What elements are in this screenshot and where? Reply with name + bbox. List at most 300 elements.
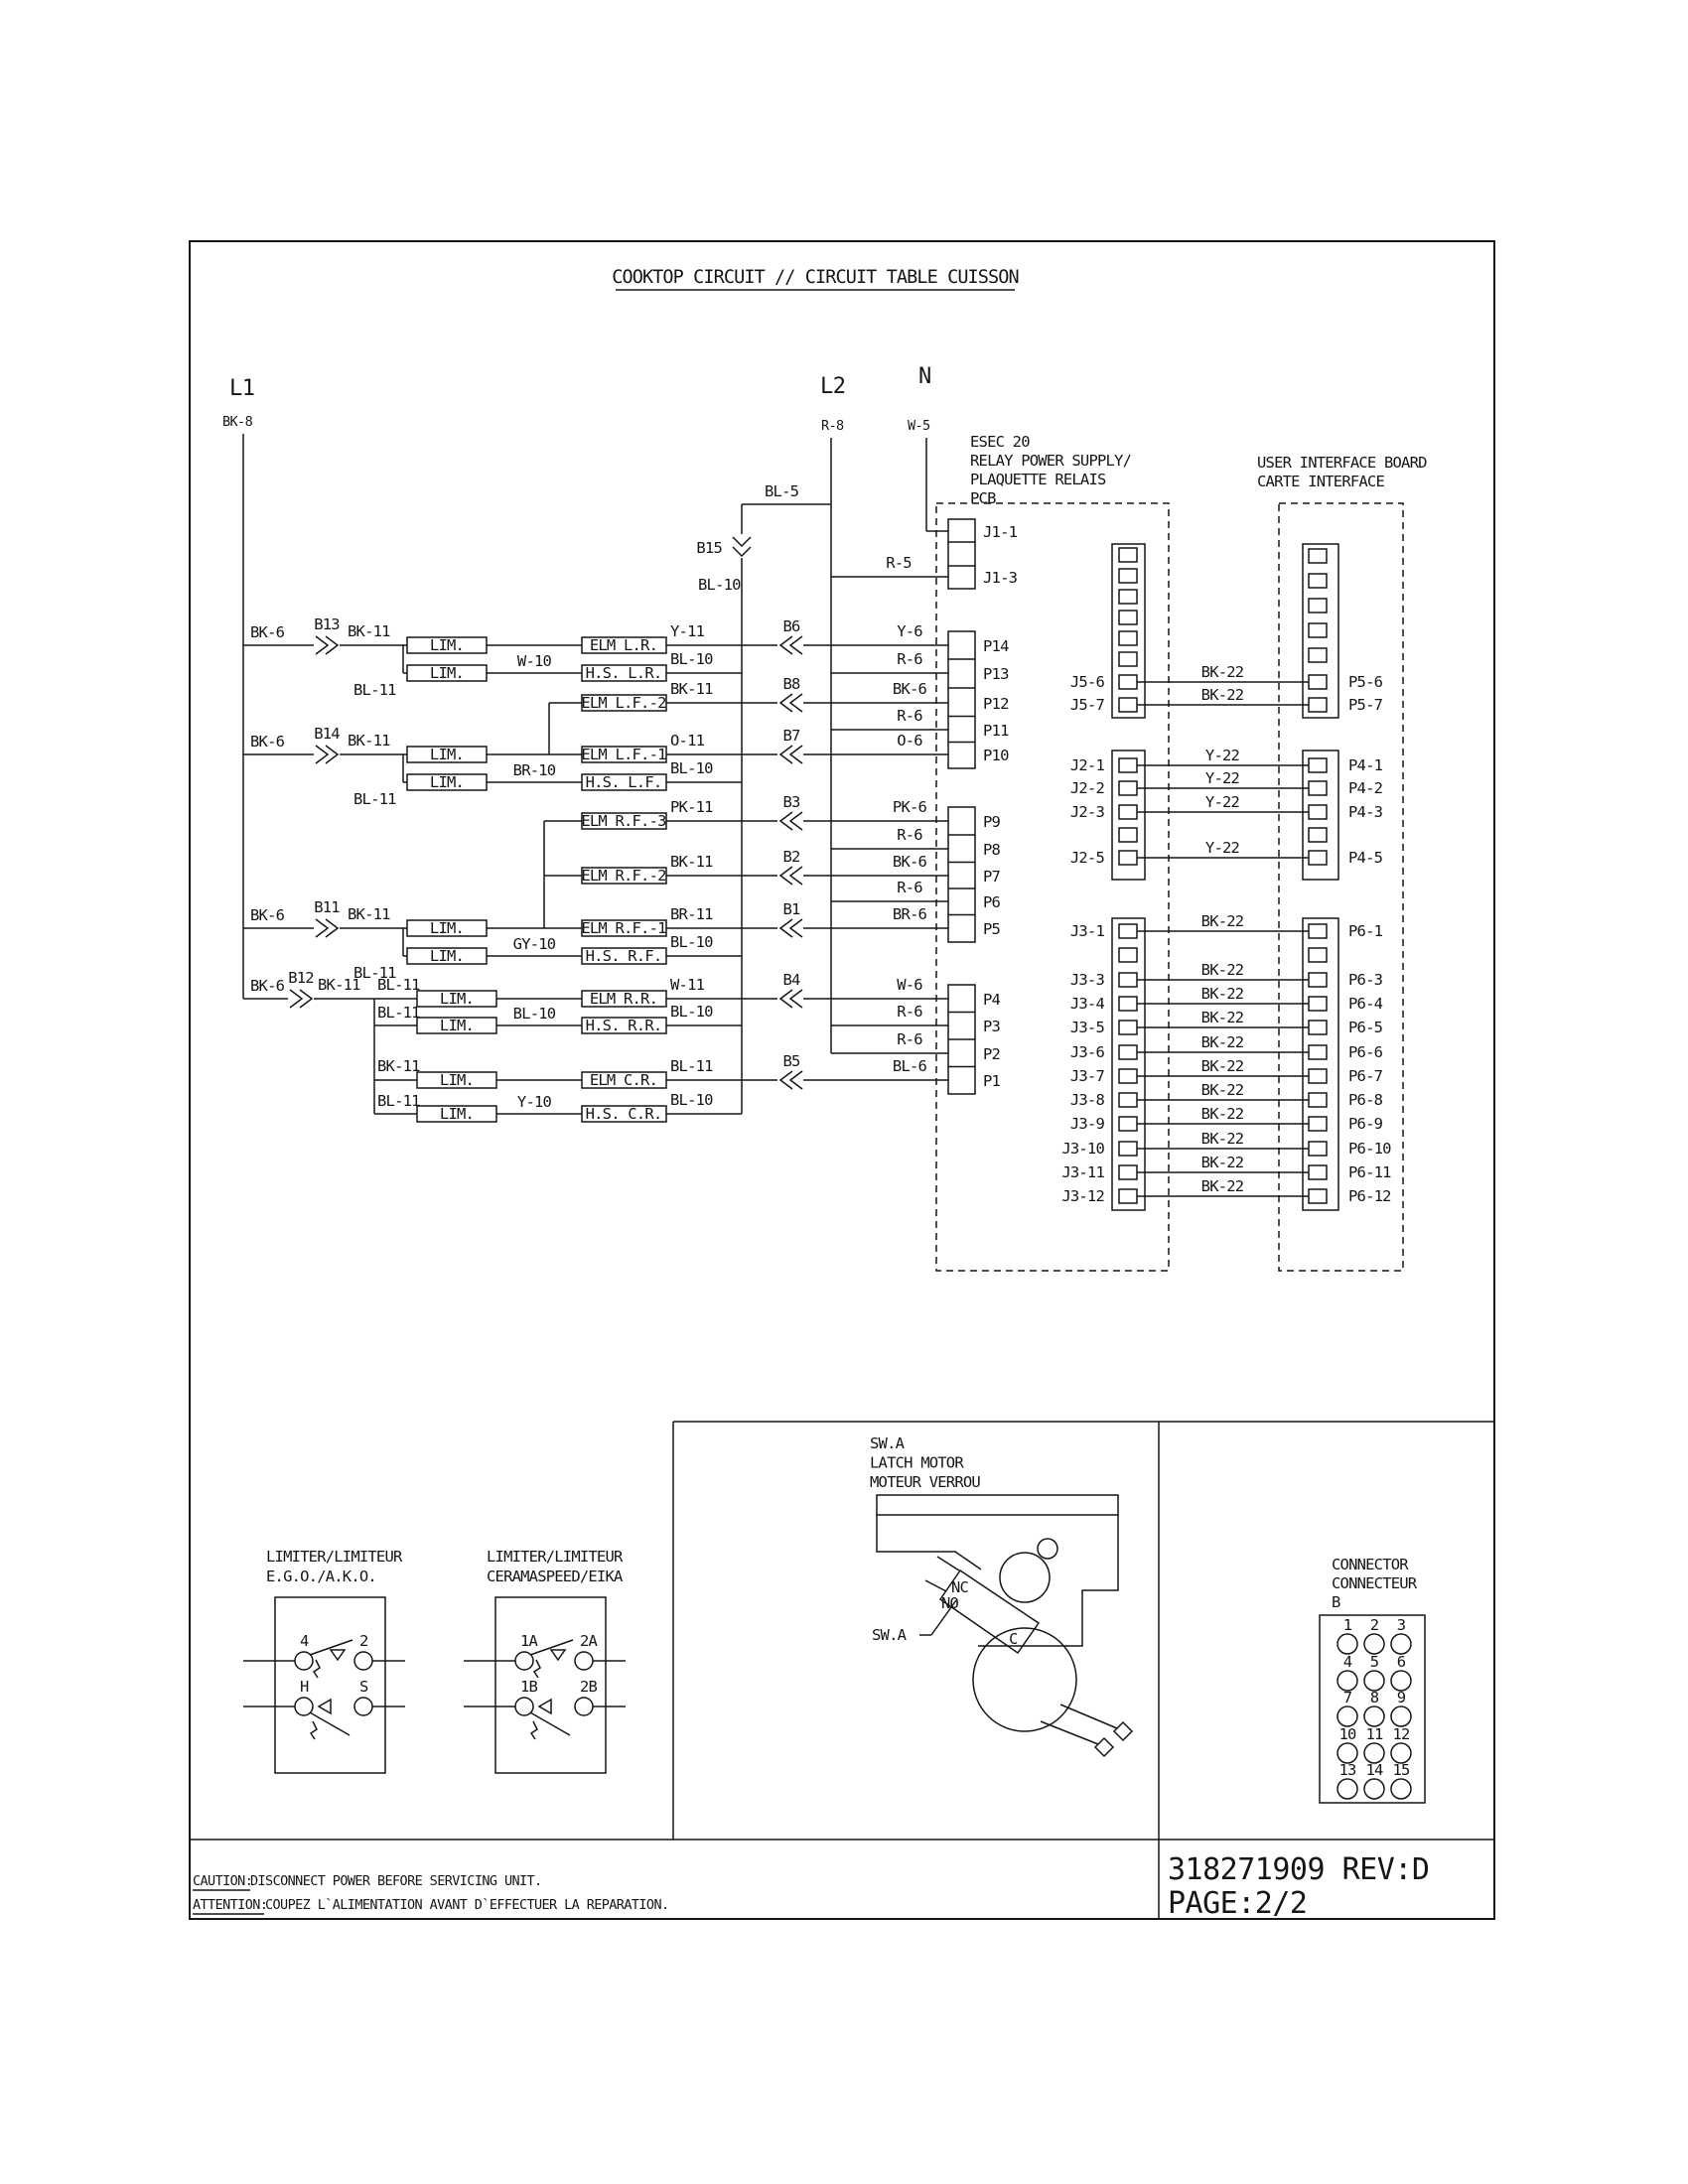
pin-label: P6-5 (1348, 1019, 1383, 1036)
connector-arrow-icon (790, 919, 802, 937)
connector-b-pin (1364, 1706, 1384, 1726)
switch-pin-label: NC (951, 1578, 969, 1596)
board-title: RELAY POWER SUPPLY/ (970, 452, 1132, 470)
wire (310, 1640, 352, 1655)
wire-gauge-label: BK-6 (892, 853, 927, 871)
connector-cell (1309, 805, 1327, 819)
wire-gauge-label: O-6 (897, 732, 922, 750)
limiter-box (275, 1597, 385, 1773)
connector-b-pin-label: 1 (1342, 1616, 1352, 1634)
connector-b-pin (1391, 1706, 1411, 1726)
lim-box-label: LIM. (429, 773, 465, 791)
connector-b-pin-label: 14 (1365, 1761, 1383, 1779)
connector-b-pin (1337, 1743, 1357, 1763)
connector-cell (1309, 1142, 1327, 1156)
connector-b-title: CONNECTEUR (1332, 1574, 1417, 1592)
connector-b-pin-label: 15 (1392, 1761, 1410, 1779)
lim-box-label: LIM. (439, 990, 475, 1008)
lim-box-label: LIM. (429, 746, 465, 763)
connector-b-pin (1364, 1743, 1384, 1763)
lim-box-label: LIM. (439, 1017, 475, 1034)
connector-cell (1119, 851, 1137, 865)
lead-terminal (1095, 1738, 1113, 1756)
connector-cell (1309, 623, 1327, 637)
latch-title: MOTEUR VERROU (870, 1473, 980, 1491)
connector-b-pin-label: 13 (1338, 1761, 1356, 1779)
connector-cell (1309, 828, 1327, 842)
lim-box-label: LIM. (439, 1071, 475, 1089)
label: BK-11 (348, 622, 390, 640)
pin-label: P9 (983, 813, 1001, 831)
wire-gauge-label: BL-11 (670, 1057, 713, 1075)
wire-gauge-label: W-11 (670, 976, 705, 994)
limiter-title: LIMITER/LIMITEUR (266, 1548, 402, 1566)
pin-label: P6-4 (1348, 995, 1383, 1013)
connector-cell (1309, 1117, 1327, 1131)
connector-arrow-icon (290, 990, 302, 1008)
element-box-label: ELM R.R. (589, 990, 658, 1008)
pin-label: J2-5 (1069, 849, 1104, 867)
limiter-pin-label: 2 (359, 1632, 368, 1650)
lim-box-label: LIM. (429, 636, 465, 654)
connector-b-pin (1391, 1671, 1411, 1691)
connector-cell (1309, 675, 1327, 689)
wire-gauge-label: BK-22 (1200, 985, 1244, 1003)
connector-cell (1119, 590, 1137, 604)
wire-gauge-label: BK-22 (1200, 1009, 1244, 1026)
element-box-label: H.S. L.R. (585, 664, 662, 682)
pin-label: J3-1 (1069, 922, 1104, 940)
board-title: PCB (970, 489, 996, 507)
limiter-pin-label: 4 (300, 1632, 309, 1650)
wire (310, 1712, 350, 1735)
lim-box-label: LIM. (429, 919, 465, 937)
inline-connector-label: B2 (782, 848, 800, 866)
limiter-pin-label: 1A (520, 1632, 538, 1650)
pin-label: P2 (983, 1045, 1001, 1063)
pin-label: P6-10 (1348, 1140, 1391, 1158)
connector-cell (1309, 574, 1327, 588)
connector-arrow-icon (790, 636, 802, 654)
wire-gauge-label: Y-22 (1204, 793, 1240, 811)
pin-label: P6-1 (1348, 922, 1383, 940)
element-box-label: H.S. C.R. (585, 1105, 662, 1123)
limiter-terminal (354, 1652, 372, 1670)
inline-connector-label: B11 (314, 898, 340, 916)
wire (937, 1557, 959, 1570)
wire-gauge-label: BL-10 (670, 759, 713, 777)
label: BL-11 (377, 1092, 420, 1110)
label: BK-6 (250, 623, 285, 641)
connector-b-title: CONNECTOR (1332, 1556, 1408, 1573)
label: BK-11 (348, 732, 390, 750)
connector-cell (1309, 924, 1327, 938)
connector-cell (1119, 1069, 1137, 1083)
connector-cell (1119, 1189, 1137, 1203)
connector-block (1112, 751, 1145, 880)
connector-cell (1309, 698, 1327, 712)
pin-label: J3-8 (1069, 1091, 1104, 1109)
connector-cell (1119, 758, 1137, 772)
lim-box-label: LIM. (429, 664, 465, 682)
pin-label: P7 (983, 868, 1001, 886)
pin-label: P10 (983, 747, 1009, 764)
wire-gauge-label: BR-6 (892, 905, 927, 923)
shape (877, 1515, 981, 1570)
limiter-details (243, 1548, 626, 1773)
element-box-label: H.S. L.F. (585, 773, 662, 791)
label: BL-10 (512, 1005, 556, 1023)
connector-cell (1309, 1165, 1327, 1179)
wire-gauge-label: BL-10 (670, 650, 713, 668)
connector-arrow-icon (790, 867, 802, 885)
label: BL-11 (353, 790, 396, 808)
connector-b-pin-label: 5 (1369, 1653, 1379, 1671)
pin-label: J1-3 (983, 569, 1018, 587)
connector-cell (1119, 1142, 1137, 1156)
label: W-10 (516, 652, 552, 670)
p-block (948, 631, 975, 768)
wire-gauge-label: BK-11 (670, 853, 713, 871)
pin-label: P6 (983, 893, 1001, 911)
pin-label: P3 (983, 1018, 1001, 1035)
connector-cell (1309, 1069, 1327, 1083)
connector-cell (1309, 648, 1327, 662)
thermal-contact-icon (331, 1650, 345, 1660)
connector-cell (1119, 675, 1137, 689)
connector-b-pin-label: 10 (1338, 1725, 1356, 1743)
connector-b-pin-label: 11 (1365, 1725, 1383, 1743)
lim-box-label: LIM. (429, 947, 465, 965)
connector-b-pin (1364, 1779, 1384, 1799)
wire-gauge-label: Y-22 (1204, 747, 1240, 764)
connector-b (1320, 1556, 1425, 1803)
label: BL-11 (353, 681, 396, 699)
limiter-terminal (575, 1698, 593, 1715)
connector-b-pin-label: 6 (1396, 1653, 1406, 1671)
label: BK-11 (377, 1057, 420, 1075)
wire-gauge-label: BK-22 (1200, 1105, 1244, 1123)
wire-gauge-label: R-6 (897, 650, 922, 668)
wire (925, 1580, 946, 1591)
latch-title: SW.A (870, 1434, 905, 1452)
label: BL-11 (377, 1004, 420, 1022)
thermal-contact-icon (551, 1650, 565, 1660)
wire-gauge-label: BK-22 (1200, 912, 1244, 930)
wire-gauge-label: R-6 (897, 707, 922, 725)
wire-gauge-label: R-6 (897, 1030, 922, 1048)
element-box-label: ELM R.F.-1 (581, 919, 666, 937)
connector-b-pin (1364, 1634, 1384, 1654)
connector-b-pin-label: 12 (1392, 1725, 1410, 1743)
connector-b-pin-label: 3 (1396, 1616, 1406, 1634)
pin-label: P6-11 (1348, 1163, 1391, 1181)
connector-cell (1309, 997, 1327, 1011)
label: BL-11 (377, 976, 420, 994)
element-box-label: ELM L.R. (589, 636, 658, 654)
pin-label: P4-1 (1348, 756, 1383, 774)
switch-pin-label: NO (941, 1594, 959, 1612)
limiter-terminal (354, 1698, 372, 1715)
pin-label: J5-6 (1069, 673, 1104, 691)
label: BL-11 (353, 964, 396, 982)
connector-arrow-icon (790, 812, 802, 830)
inline-connector-label: B13 (314, 615, 340, 633)
pin-label: J3-9 (1069, 1115, 1104, 1133)
wire-gauge-label: R-6 (897, 879, 922, 896)
pin-label: J3-6 (1069, 1043, 1104, 1061)
p-block (948, 807, 975, 942)
wire-gauge-label: BK-11 (670, 680, 713, 698)
caution-text: DISCONNECT POWER BEFORE SERVICING UNIT. (250, 1873, 542, 1889)
inline-connector-label: B6 (782, 617, 800, 635)
wire-gauge-label: PK-6 (892, 798, 927, 816)
wire-gauge-label: BK-22 (1200, 1033, 1244, 1051)
label: BK-11 (348, 905, 390, 923)
connector-cell (1119, 1045, 1137, 1059)
pin-label: P6-6 (1348, 1043, 1383, 1061)
pin-label: J2-1 (1069, 756, 1104, 774)
connector-arrow-icon (316, 636, 328, 654)
pin-label: P4-5 (1348, 849, 1383, 867)
heater-squiggle-icon (531, 1721, 537, 1739)
connector-cell (1119, 631, 1137, 645)
connector-b-pin-label: 7 (1342, 1689, 1352, 1706)
element-box-label: ELM R.F.-2 (581, 867, 666, 885)
pin-label: J3-12 (1061, 1187, 1104, 1205)
wire-gauge-label: Y-6 (897, 622, 922, 640)
pin-label: J3-3 (1069, 971, 1104, 989)
board-title: PLAQUETTE RELAIS (970, 471, 1106, 488)
motor-cam (1000, 1553, 1050, 1602)
connector-cell (1309, 1093, 1327, 1107)
pin-label: P4-3 (1348, 803, 1383, 821)
heater-squiggle-icon (534, 1660, 540, 1678)
latch-bracket (877, 1495, 1118, 1515)
connector-b-pin-label: 9 (1396, 1689, 1406, 1706)
l1-label: L1 (229, 376, 255, 401)
connector-b-pin (1391, 1779, 1411, 1799)
connector-cell (1309, 1045, 1327, 1059)
connector-cell (1119, 1021, 1137, 1034)
page-title: COOKTOP CIRCUIT // CIRCUIT TABLE CUISSON (612, 267, 1019, 288)
connector-cell (1119, 997, 1137, 1011)
element-box-label: ELM R.F.-3 (581, 812, 666, 830)
connector-arrow-icon (790, 990, 802, 1008)
j1-block (948, 519, 975, 589)
pin-label: J2-3 (1069, 803, 1104, 821)
element-box-label: H.S. R.R. (585, 1017, 662, 1034)
wire-gauge-label: BK-22 (1200, 1154, 1244, 1171)
element-box-label: ELM L.F.-1 (581, 746, 666, 763)
limiter-title: E.G.O./A.K.O. (266, 1568, 376, 1585)
connector-cell (1309, 781, 1327, 795)
latch-motor (870, 1434, 1132, 1756)
lim-box-label: LIM. (439, 1105, 475, 1123)
connector-cell (1309, 1189, 1327, 1203)
wire-gauge-label: BR-11 (670, 905, 713, 923)
motor-cam-pin (1038, 1539, 1057, 1559)
label: Y-10 (516, 1093, 552, 1111)
wire-gauge-label: O-11 (670, 732, 705, 750)
pin-label: J3-10 (1061, 1140, 1104, 1158)
connector-cell (1119, 652, 1137, 666)
inline-connector-label: B4 (782, 971, 800, 989)
limiter-terminal (575, 1652, 593, 1670)
pin-label: P6-8 (1348, 1091, 1383, 1109)
attention-text: COUPEZ L`ALIMENTATION AVANT D`EFFECTUER LA REPARATION. (265, 1897, 669, 1913)
pin-label: P6-9 (1348, 1115, 1383, 1133)
connector-cell (1119, 698, 1137, 712)
caution-label: CAUTION: (193, 1873, 253, 1889)
pin-label: P4 (983, 991, 1001, 1009)
limiter-pin-label: 1B (520, 1678, 538, 1696)
wire-gauge-label: BK-6 (892, 680, 927, 698)
inline-connector-label: B14 (314, 725, 340, 743)
pin-label: J3-7 (1069, 1067, 1104, 1085)
board-title: CARTE INTERFACE (1257, 473, 1384, 490)
heater-squiggle-icon (314, 1660, 320, 1678)
pin-label: P5 (983, 920, 1001, 938)
pin-label: P1 (983, 1072, 1001, 1090)
wire-gauge-label: PK-11 (670, 798, 713, 816)
wire-gauge-label: BK-22 (1200, 1130, 1244, 1148)
thermal-contact-icon (539, 1700, 551, 1713)
connector-b-pin (1391, 1634, 1411, 1654)
connector-arrow-icon (733, 547, 751, 556)
inline-connector-label: B7 (782, 727, 800, 745)
inline-connector-label: B1 (782, 900, 800, 918)
wire-gauge-label: BK-22 (1200, 1177, 1244, 1195)
wire-gauge-label: Y-22 (1204, 839, 1240, 857)
connector-cell (1119, 611, 1137, 624)
connector-b-pin (1391, 1743, 1411, 1763)
heater-squiggle-icon (311, 1721, 317, 1739)
connector-cell (1119, 548, 1137, 562)
connector-b-pin (1364, 1671, 1384, 1691)
limiter-pin-label: 2B (580, 1678, 598, 1696)
connector-cell (1309, 948, 1327, 962)
connector-arrow-icon (733, 537, 751, 546)
pin-label: J2-2 (1069, 779, 1104, 797)
l2-label: L2 (820, 374, 846, 399)
pin-label: J3-5 (1069, 1019, 1104, 1036)
label: BK-6 (250, 733, 285, 751)
connector-b-pin (1337, 1779, 1357, 1799)
label: R-8 (821, 418, 844, 434)
pin-label: J3-11 (1061, 1163, 1104, 1181)
pin-label: P14 (983, 637, 1009, 655)
label: BL-5 (765, 482, 799, 500)
label: BK-6 (250, 906, 285, 924)
switch-pin-label: C (1009, 1630, 1018, 1648)
wire-gauge-label: R-6 (897, 1003, 922, 1021)
pin-label: J5-7 (1069, 696, 1104, 714)
lead-terminal (1114, 1722, 1132, 1740)
connector-arrow-icon (790, 694, 802, 712)
label: BK-6 (250, 977, 285, 995)
wire-gauge-label: BK-22 (1200, 686, 1244, 704)
connector-cell (1119, 781, 1137, 795)
wire-gauge-label: BK-22 (1200, 663, 1244, 681)
connector-b-pin (1337, 1706, 1357, 1726)
pin-label: P8 (983, 841, 1001, 859)
n-label: N (918, 364, 931, 389)
limiter-pin-label: H (300, 1678, 309, 1696)
label: B15 (696, 539, 722, 557)
label: BK-11 (318, 976, 360, 994)
pin-label: P12 (983, 695, 1009, 713)
board-ladders (1061, 544, 1391, 1210)
label: GY-10 (512, 935, 556, 953)
connector-cell (1309, 973, 1327, 987)
label: BL-10 (698, 576, 741, 594)
shape (978, 1515, 1118, 1646)
footer (193, 1852, 1429, 1921)
connector-cell (1119, 1165, 1137, 1179)
connector-cell (1119, 1117, 1137, 1131)
page-number: PAGE:2/2 (1168, 1886, 1308, 1921)
limiter-pin-label: S (359, 1678, 368, 1696)
switch-label: SW.A (872, 1626, 907, 1644)
connector-b-title: B (1332, 1593, 1340, 1611)
wire-gauge-label: BK-22 (1200, 1081, 1244, 1099)
connector-cell (1119, 805, 1137, 819)
latch-title: LATCH MOTOR (870, 1453, 963, 1472)
connector-b-pin-label: 2 (1369, 1616, 1379, 1634)
wire (1041, 1721, 1098, 1744)
pin-label: J3-4 (1069, 995, 1104, 1013)
limiter-title: CERAMASPEED/EIKA (487, 1568, 623, 1585)
element-box-label: ELM L.F.-2 (581, 694, 666, 712)
label: W-5 (908, 418, 930, 434)
limiter-pin-label: 2A (580, 1632, 598, 1650)
attention-label: ATTENTION: (193, 1897, 268, 1913)
wire (1060, 1705, 1117, 1728)
connector-cell (1309, 758, 1327, 772)
connector-cell (1309, 1021, 1327, 1034)
connector-arrow-icon (316, 919, 328, 937)
label: BR-10 (512, 761, 556, 779)
wire-gauge-label: R-6 (897, 826, 922, 844)
pin-label: J1-1 (983, 523, 1018, 541)
pin-label: P13 (983, 665, 1009, 683)
label: BK-8 (222, 414, 253, 430)
pin-label: P6-12 (1348, 1187, 1391, 1205)
connector-cell (1119, 569, 1137, 583)
wire-gauge-label: BK-22 (1200, 961, 1244, 979)
inline-connector-label: B3 (782, 793, 800, 811)
wire-gauge-label: BL-10 (670, 1003, 713, 1021)
inline-connector-label: B8 (782, 675, 800, 693)
wire-gauge-label: BL-6 (892, 1057, 927, 1075)
board-title: ESEC 20 (970, 433, 1030, 451)
heater-ladder (243, 615, 742, 1123)
connector-arrow-icon (316, 746, 328, 763)
connector-cell (1119, 1093, 1137, 1107)
wire-gauge-label: W-6 (897, 976, 922, 994)
inline-connector-label: B12 (288, 969, 314, 987)
connector-b-pin-label: 8 (1369, 1689, 1379, 1706)
connector-cell (1309, 851, 1327, 865)
pin-label: P11 (983, 722, 1009, 740)
wire-gauge-label: BK-22 (1200, 1057, 1244, 1075)
connector-cell (1309, 549, 1327, 563)
connector-arrow-icon (790, 746, 802, 763)
pin-label: P6-7 (1348, 1067, 1383, 1085)
thermal-contact-icon (319, 1700, 331, 1713)
wire (530, 1712, 570, 1735)
